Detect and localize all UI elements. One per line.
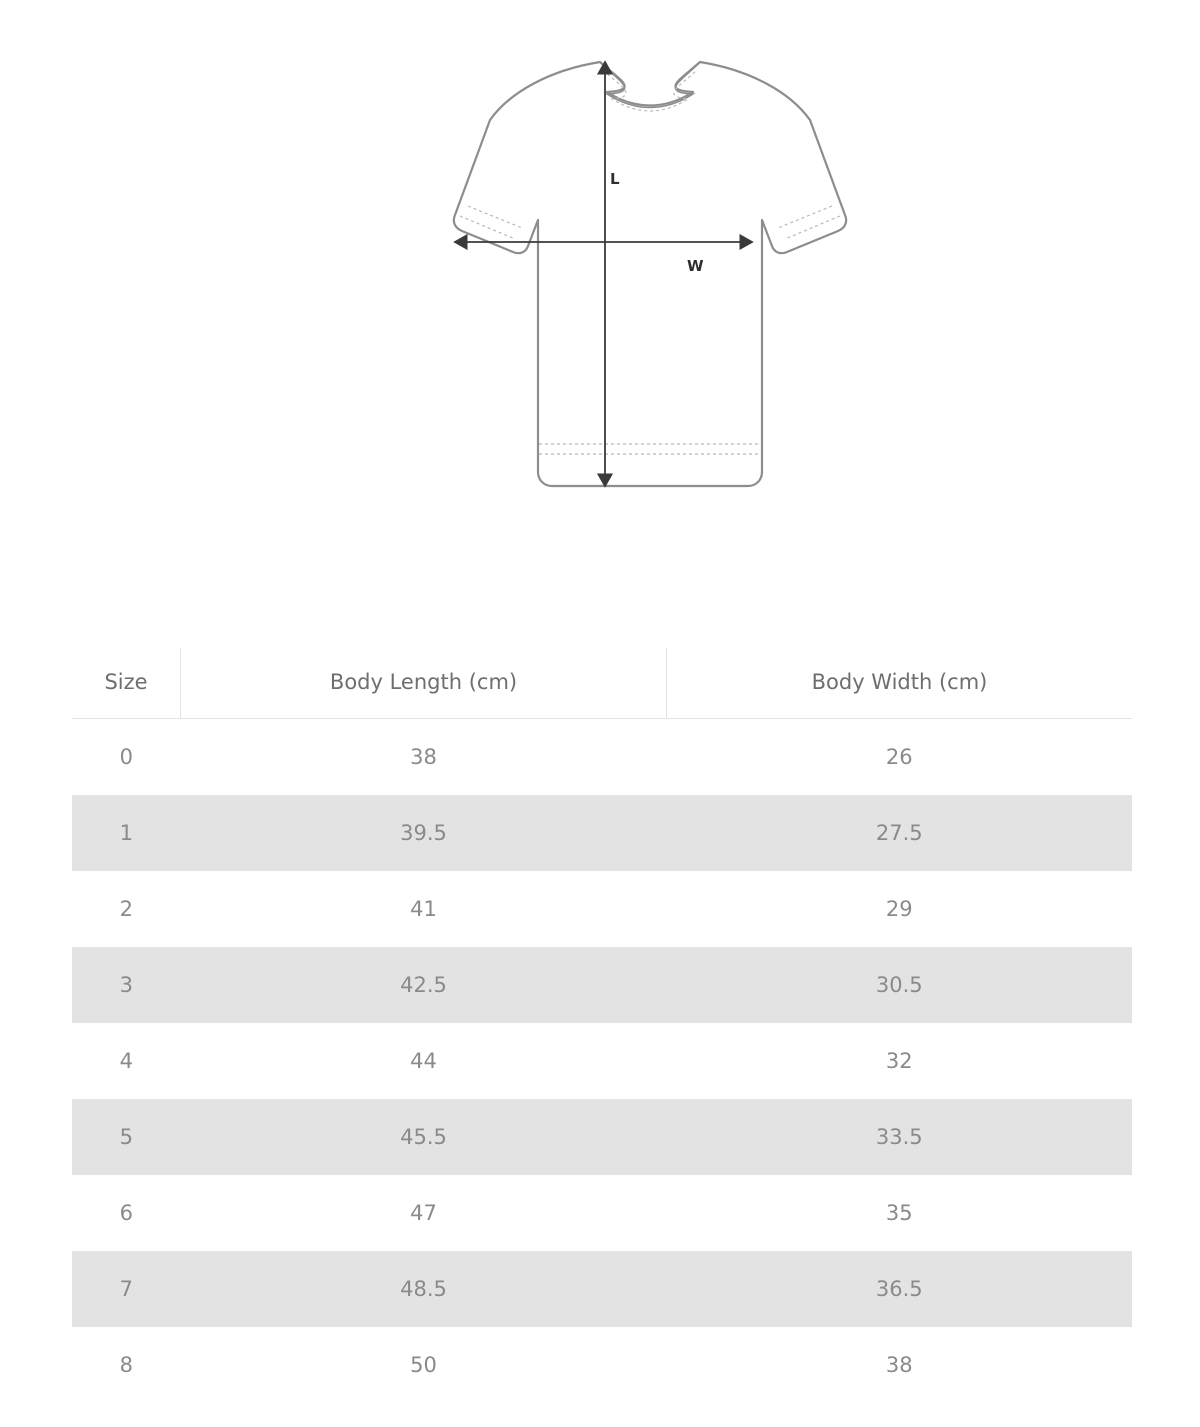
length-dimension-label: L [610,170,621,188]
table-row [72,719,1132,796]
cell-size: 8 [119,1353,133,1377]
width-dimension-label: W [687,257,705,275]
cell-size: 0 [119,745,133,769]
cell-size: 7 [72,1251,181,1327]
cell-size: 6 [119,1201,133,1225]
table-row [72,1099,1132,1175]
table-header [72,648,1132,719]
cell-body-length: 39.5 [181,795,667,871]
cell-body-width: 36.5 [667,1251,1133,1327]
cell-body-width: 30.5 [667,947,1133,1023]
cell-body-width: 32 [885,1049,913,1073]
cell-body-width: 26 [885,745,913,769]
diagram-area [0,0,1200,620]
cell-body-length: 48.5 [181,1251,667,1327]
cell-body-length: 47 [410,1201,437,1225]
cell-size: 1 [72,795,181,871]
cell-body-length: 38 [410,745,437,769]
size-chart-table [72,648,1132,1403]
table-row [72,871,1132,947]
cell-body-width: 29 [885,897,913,921]
table-row [72,795,1132,871]
column-header-body-width: Body Width (cm) [667,648,1133,719]
cell-body-length: 50 [410,1353,437,1377]
cell-size: 5 [72,1099,181,1175]
table-row [72,1023,1132,1099]
cell-size: 4 [119,1049,133,1073]
cell-body-width: 27.5 [667,795,1133,871]
cell-body-width: 35 [885,1201,913,1225]
column-header-body-length: Body Length (cm) [181,648,667,719]
table-body [72,719,1132,1404]
table-row [72,1175,1132,1251]
cell-body-width: 33.5 [667,1099,1133,1175]
table-header-row [72,648,1132,719]
cell-size: 2 [119,897,133,921]
tshirt-illustration [300,20,900,540]
table-row [72,1251,1132,1327]
cell-body-length: 42.5 [181,947,667,1023]
cell-size: 3 [72,947,181,1023]
cell-body-width: 38 [885,1353,913,1377]
cell-body-length: 44 [410,1049,437,1073]
cell-body-length: 41 [410,897,437,921]
cell-body-length: 45.5 [181,1099,667,1175]
table-row [72,947,1132,1023]
column-header-size: Size [72,648,181,719]
table-row [72,1327,1132,1403]
